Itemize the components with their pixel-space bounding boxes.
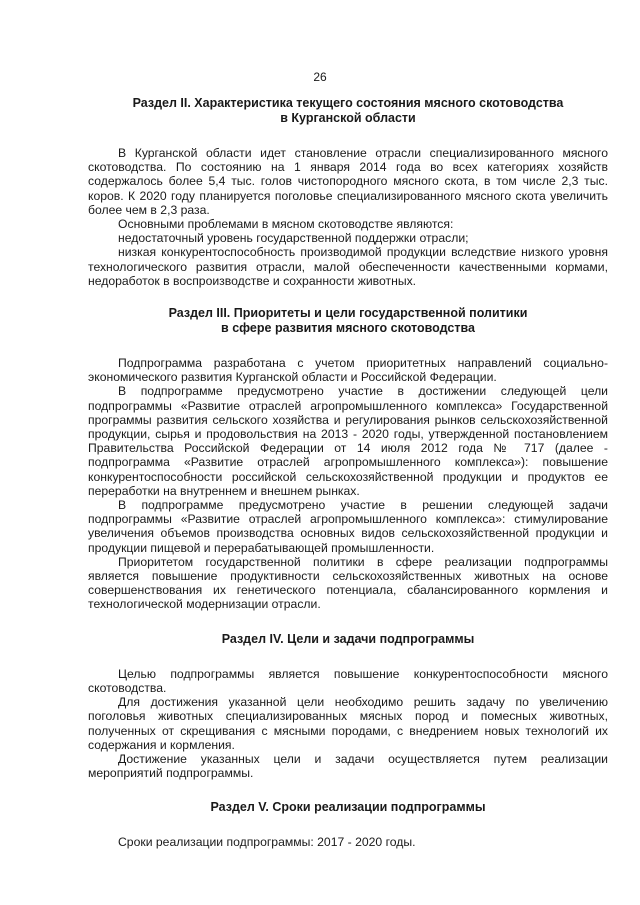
- section-2-paragraph-3: недостаточный уровень государственной поддержки отрасли;: [118, 231, 469, 246]
- section-3-paragraph-3: В подпрограмме предусмотрено участие в решении следующей задачи подпрограммы «Развитие отраслей агропромышленного комплекса»: стимулирование увеличения объемов производства основных видов сельскохозяйственной продукции и продукции пищевой и перерабатывающей промышленности.: [88, 498, 608, 555]
- section-4: [88, 632, 608, 781]
- section-2-heading-line-2: в Курганской области: [280, 111, 416, 125]
- section-2-heading-line-1: Раздел II. Характеристика текущего состояния мясного скотоводства: [132, 96, 564, 110]
- section-4-paragraph-3: Достижение указанных цели и задачи осуществляется путем реализации мероприятий подпрограммы.: [88, 751, 608, 781]
- section-2-paragraph-4: низкая конкурентоспособность производимой продукции вследствие низкого уровня технологического развития отрасли, малой обеспеченности качественными кормами, недоработок в воспроизводстве и сохранности животных.: [88, 245, 608, 288]
- section-3-heading-line-1: Раздел III. Приоритеты и цели государственной политики: [168, 306, 528, 321]
- section-5-paragraph-1: Сроки реализации подпрограммы: 2017 - 2020 годы.: [118, 835, 416, 850]
- document-body: [88, 96, 608, 850]
- section-4-paragraph-2: Для достижения указанной цели необходимо решить задачу по увеличению поголовья животных специализированных мясных пород и помесных животных, полученных от скрещивания с мясными породами, с внедрением новых технологий их содержания и кормления.: [88, 695, 608, 752]
- page-number: 26: [313, 70, 327, 84]
- section-2: [88, 96, 608, 288]
- section-2-paragraph-2: Основными проблемами в мясном скотоводстве являются:: [118, 217, 454, 232]
- section-4-heading: Раздел IV. Цели и задачи подпрограммы: [221, 631, 475, 646]
- section-5-heading: Раздел V. Сроки реализации подпрограммы: [210, 800, 486, 815]
- section-3-paragraph-1: Подпрограмма разработана с учетом приоритетных направлений социально-экономического развития Курганской области и Российской Федерации.: [88, 356, 608, 385]
- section-4-paragraph-1: Целью подпрограммы является повышение конкурентоспособности мясного скотоводства.: [88, 666, 608, 695]
- section-5: [88, 800, 608, 849]
- section-2-paragraph-1: В Курганской области идет становление отрасли специализированного мясного скотоводства. По состоянию на 1 января 2014 года во всех категориях хозяйств содержалось более 5,4 тыс. голов чистопородного мясного скота, в том числе 2,3 тыс. коров. К 2020 году планируется поголовье специализированного мясного скота увеличить более чем в 2,3 раза.: [88, 146, 608, 217]
- section-3-paragraph-4: Приоритетом государственной политики в сфере реализации подпрограммы является повышение продуктивности сельскохозяйственных животных на основе совершенствования их генетического потенциала, сбалансированного кормления и технологической модернизации отрасли.: [88, 554, 608, 612]
- section-3-heading-line-2: в сфере развития мясного скотоводства: [221, 321, 475, 336]
- section-3: [88, 306, 608, 612]
- section-3-paragraph-2: В подпрограмме предусмотрено участие в достижении следующей цели подпрограммы «Развитие отраслей агропромышленного комплекса» Государственной программы развития сельского хозяйства и регулирования рынков сельскохозяйственной продукции, сырья и продовольствия на 2013 - 2020 годы, утвержденной постановлением Правительства Российской Федерации от 14 июля 2012 года № 717 (далее - подпрограмма «Развитие отраслей агропромышленного комплекса»): повышение конкурентоспособности российской сельскохозяйственной продукции и продуктов ее переработки на внутреннем и внешнем рынках.: [88, 384, 608, 498]
